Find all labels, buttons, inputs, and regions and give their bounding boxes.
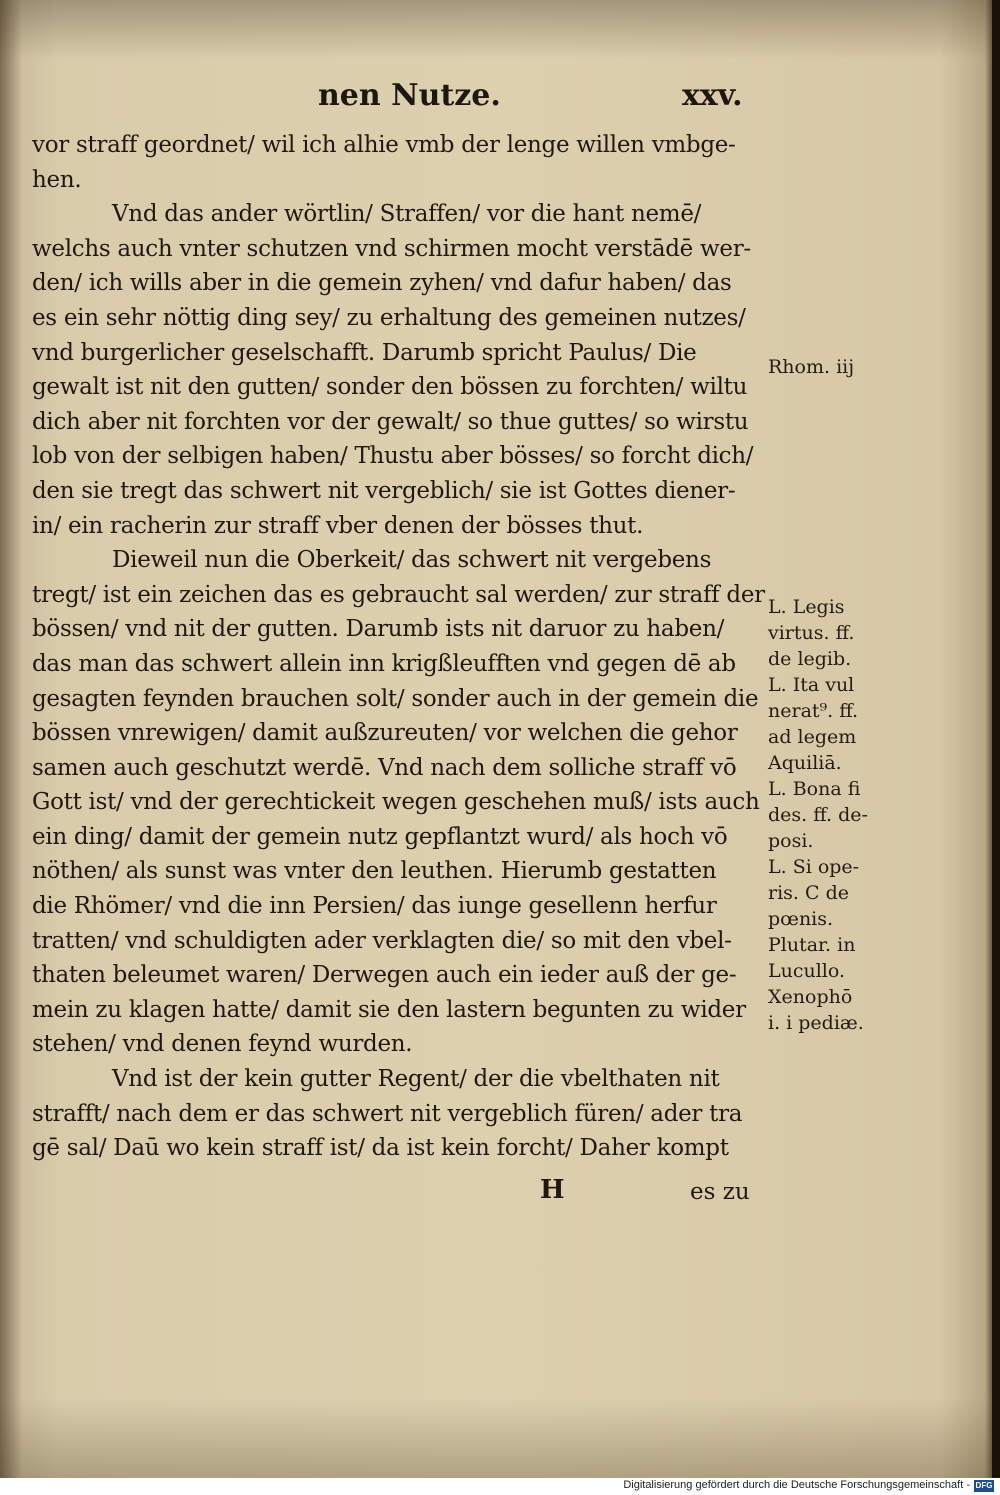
text-line: Gott ist/ vnd der gerechtickeit wegen geschehen muß/ ists auch <box>32 789 760 816</box>
text-line: gesagten feynden brauchen solt/ sonder auch in der gemein die <box>32 685 759 712</box>
text-line: thaten beleumet waren/ Derwegen auch ein ieder auß der ge- <box>32 962 737 989</box>
signature-mark: H <box>540 1175 565 1205</box>
dfg-logo-icon: DFG <box>975 1481 993 1490</box>
margin-note: nerat⁹. ff. <box>768 700 859 722</box>
marginal-notes <box>768 354 888 1036</box>
text-line: Vnd das ander wörtlin/ Straffen/ vor die hant nemē/ <box>112 201 702 228</box>
margin-note: pœnis. <box>768 908 834 930</box>
margin-note: L. Ita vul <box>768 674 855 696</box>
text-line: mein zu klagen hatte/ damit sie den lastern begunten zu wider <box>32 996 746 1023</box>
text-line: bössen vnrewigen/ damit außzureuten/ vor welchen die gehor <box>32 720 738 747</box>
margin-note: Plutar. in <box>768 934 856 956</box>
text-line: es ein sehr nöttig ding sey/ zu erhaltung des gemeinen nutzes/ <box>32 304 746 331</box>
catchword-line <box>540 1175 770 1215</box>
margin-note: L. Legis <box>768 596 845 618</box>
text-line: gewalt ist nit den gutten/ sonder den bössen zu forchten/ wiltu <box>32 374 748 401</box>
text-line: ein ding/ damit der gemein nutz gepflantzt wurd/ als hoch vō <box>32 823 728 850</box>
margin-note: posi. <box>768 830 814 852</box>
margin-note: ad legem <box>768 726 857 748</box>
main-text-block <box>32 128 765 1166</box>
margin-note: de legib. <box>768 648 852 670</box>
text-line: hen. <box>32 166 82 193</box>
text-line: lob von der selbigen haben/ Thustu aber bösses/ so forcht dich/ <box>32 443 754 470</box>
text-line: gē sal/ Daū wo kein straff ist/ da ist kein forcht/ Daher kompt <box>32 1135 729 1162</box>
margin-note: virtus. ff. <box>768 622 855 644</box>
text-line: das man das schwert allein inn krigßleufften vnd gegen dē ab <box>32 650 736 677</box>
text-line: tregt/ ist ein zeichen das es gebraucht sal werden/ zur straff der <box>32 581 765 608</box>
text-line: den sie tregt das schwert nit vergeblich/ sie ist Gottes diener- <box>32 477 736 504</box>
text-line: welchs auch vnter schutzen vnd schirmen mocht verstādē wer- <box>32 235 751 262</box>
text-line: in/ ein racherin zur straff vber denen der bösses thut. <box>32 512 644 539</box>
text-line: strafft/ nach dem er das schwert nit vergeblich füren/ ader tra <box>32 1100 743 1127</box>
running-head: nen Nutze. <box>318 78 501 113</box>
folio-number: xxv. <box>682 78 743 113</box>
margin-note: des. ff. de- <box>768 804 868 826</box>
margin-note: Xenophō <box>768 986 853 1008</box>
text-line: samen auch geschutzt werdē. Vnd nach dem solliche straff vō <box>32 754 737 781</box>
margin-note: Lucullo. <box>768 960 846 982</box>
catchword: es zu <box>690 1179 750 1205</box>
text-line: stehen/ vnd denen feynd wurden. <box>32 1031 413 1058</box>
text-line: Vnd ist der kein gutter Regent/ der die vbelthaten nit <box>112 1066 720 1093</box>
margin-note: ris. C de <box>768 882 849 904</box>
text-line: bössen/ vnd nit der gutten. Darumb ists nit daruor zu haben/ <box>32 616 725 643</box>
text-line: den/ ich wills aber in die gemein zyhen/ vnd dafur haben/ das <box>32 270 732 297</box>
text-line: nöthen/ als sunst was vnter den leuthen. Hierumb gestatten <box>32 858 717 885</box>
text-line: tratten/ vnd schuldigten ader verklagten die/ so mit den vbel- <box>32 927 732 954</box>
funding-credit: Digitalisierung gefördert durch die Deutsche Forschungsgemeinschaft - <box>623 1479 970 1491</box>
text-line: dich aber nit forchten vor der gewalt/ so thue guttes/ so wirstu <box>32 408 749 435</box>
margin-note: Aquiliā. <box>768 752 842 774</box>
margin-note: i. i pediæ. <box>768 1012 864 1034</box>
text-line: die Rhömer/ vnd die inn Persien/ das iunge gesellenn herfur <box>32 893 717 920</box>
text-line: vor straff geordnet/ wil ich alhie vmb der lenge willen vmbge- <box>32 132 736 158</box>
margin-note: Rhom. iij <box>768 356 855 378</box>
text-line: vnd burgerlicher geselschafft. Darumb spricht Paulus/ Die <box>32 339 697 366</box>
margin-note: L. Si ope- <box>768 856 860 878</box>
margin-note: L. Bona fi <box>768 778 861 800</box>
text-line: Dieweil nun die Oberkeit/ das schwert nit vergebens <box>112 547 712 574</box>
